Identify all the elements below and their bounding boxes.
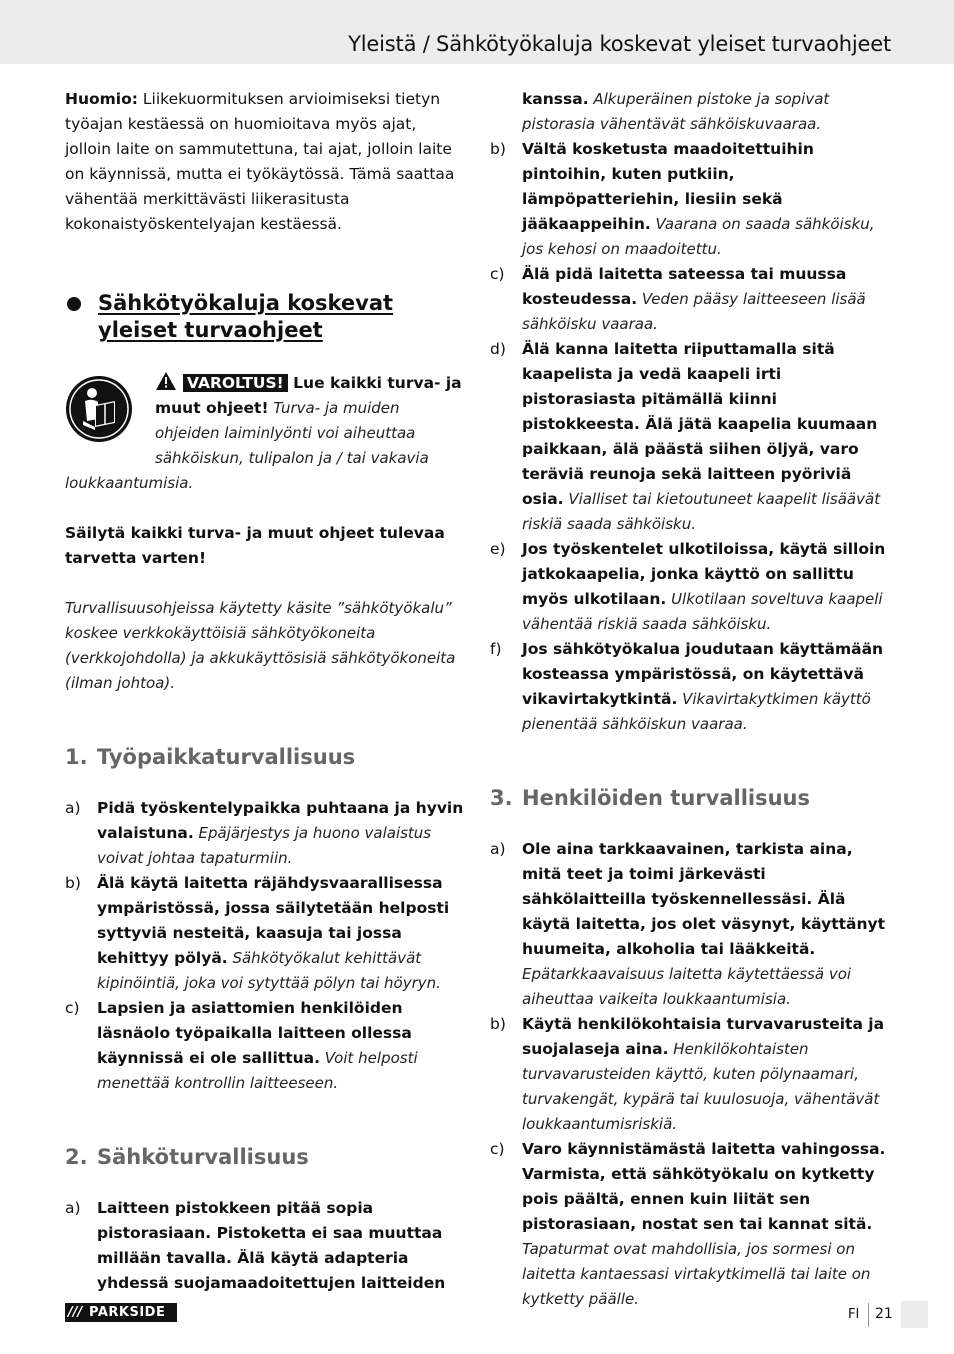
section-3-title: Henkilöiden turvallisuus bbox=[522, 786, 810, 810]
section-3-number: 3. bbox=[490, 786, 513, 810]
warning-triangle-icon bbox=[155, 371, 177, 391]
list-item: a) Ole aina tarkkaavainen, tarkista aina, mitä teet ja toimi järkevästi sähkölaitteilla työskennellessäsi. Älä käytä laitetta, jos olet väsynyt, käyttänyt huumeita, alkoholia tai lääkkeitä. Epätarkkaavaisuus laitetta käytettäessä voi aiheuttaa vaikeita loukkaantumisia. bbox=[490, 840, 886, 1008]
list-item: a) Laitteen pistokkeen pitää sopia pistorasiaan. Pistoketta ei saa muuttaa millään tavalla. Älä käytä adapteria yhdessä suojamaadoitettujen laitteiden bbox=[65, 1199, 446, 1292]
list-item: c) Älä pidä laitetta sateessa tai muussa kosteudessa. Veden pääsy laitteeseen lisää sähköisku vaaraa. bbox=[490, 265, 866, 333]
list-item: e) Jos työskentelet ulkotiloissa, käytä silloin jatkokaapelia, jonka käyttö on sallittu myös ulkotilaan. Ulkotilaan soveltuva kaapeli vähentää riskiä saada sähköisku. bbox=[490, 540, 886, 633]
page-title: Yleistä / Sähkötyökaluja koskevat yleiset turvaohjeet bbox=[348, 32, 891, 56]
right-column bbox=[490, 87, 892, 1312]
section-title-text: Sähkötyökaluja koskevat yleiset turvaohjeet bbox=[98, 291, 394, 342]
logo-brand: PARKSIDE bbox=[89, 1305, 166, 1320]
warning-block bbox=[65, 371, 465, 496]
list-item-continued: kanssa. Alkuperäinen pistoke ja sopivat pistorasia vähentävät sähköiskuvaaraa. bbox=[522, 90, 830, 133]
section-1-number: 1. bbox=[65, 745, 88, 769]
list-item: a) Pidä työskentelypaikka puhtaana ja hyvin valaistuna. Epäjärjestys ja huono valaistus voivat johtaa tapaturmiin. bbox=[65, 799, 464, 867]
list-item: b) Älä käytä laitetta räjähdysvaarallisessa ympäristössä, jossa säilytetään helposti syttyviä nesteitä, kaasuja tai jossa kehittyy pölyä. Sähkötyökalut kehittävät kipinöintiä, joka voi sytyttää pölyn tai höyryn. bbox=[65, 874, 450, 992]
footer-divider bbox=[868, 1303, 869, 1327]
note-paragraph bbox=[65, 87, 465, 237]
section-title bbox=[65, 290, 465, 344]
list-item: c) Lapsien ja asiattomien henkilöiden läsnäolo työpaikalla laitteen ollessa käynnissä ei ole sallittua. Voit helposti menettää kontrollin laitteeseen. bbox=[65, 999, 418, 1092]
warning-bold: Lue kaikki turva- ja muut ohjeet! bbox=[155, 374, 462, 417]
list-item: b) Vältä kosketusta maadoitettuihin pintoihin, kuten putkiin, lämpöpatteriehin, liesiin sekä jääkaappeihin. Vaarana on saada sähköisku, jos kehosi on maadoitettu. bbox=[490, 140, 875, 258]
logo-stripes: /// bbox=[68, 1305, 83, 1320]
list-item: b) Käytä henkilökohtaisia turvavarusteita ja suojalaseja aina. Henkilökohtaisten turvavarusteiden käyttö, kuten pölynaamari, turvakengät, kypärä tai kuulosuoja, vähentävät loukkaantumisriskiä. bbox=[490, 1015, 885, 1133]
warning-badge: VAROLTUS! bbox=[183, 374, 288, 392]
page-tab-marker bbox=[901, 1301, 928, 1328]
section-1-heading bbox=[65, 744, 465, 771]
note-label: Huomio: bbox=[65, 90, 138, 108]
read-manual-icon bbox=[65, 375, 133, 443]
section-2-heading bbox=[65, 1144, 465, 1171]
left-column bbox=[65, 87, 465, 1296]
language-code: FI bbox=[848, 1307, 860, 1322]
list-item: f) Jos sähkötyökalua joudutaan käyttämään kosteassa ympäristössä, on käytettävä vikavirtakytkintä. Vikavirtakytkimen käyttö pienentää sähköiskun vaaraa. bbox=[490, 640, 884, 733]
bullet-icon bbox=[67, 297, 81, 311]
page-header bbox=[0, 0, 954, 64]
section-3-heading bbox=[490, 785, 892, 812]
list-item: d) Älä kanna laitetta riiputtamalla sitä kaapelista ja vedä kaapeli irti pistorasiasta pitämällä kiinni pistokkeesta. Älä jätä kaapelia kuumaan paikkaan, älä päästä siihen öljyä, varo teräviä reunoja sekä laitteen pyöriviä osia. Vialliset tai kietoutuneet kaapelit lisäävät riskiä saada sähköisku. bbox=[490, 340, 881, 533]
parkside-logo bbox=[65, 1303, 177, 1322]
section-1-title: Työpaikkaturvallisuus bbox=[97, 745, 356, 769]
page-number: 21 bbox=[875, 1306, 893, 1322]
section-2-number: 2. bbox=[65, 1145, 88, 1169]
note-text: Liikekuormituksen arvioimiseksi tietyn työajan kestäessä on huomioitava myös ajat, jolloin laite on sammutettuna, tai ajat, jolloin laite on käynnissä, mutta ei työkäytössä. Tämä saattaa vähentää merkittävästi liikerasitusta kokonaistyöskentelyajan kestäessä. bbox=[65, 90, 455, 233]
keep-instructions: Säilytä kaikki turva- ja muut ohjeet tulevaa tarvetta varten! bbox=[65, 524, 445, 567]
section-2-title: Sähköturvallisuus bbox=[97, 1145, 309, 1169]
definition-text: Turvallisuusohjeissa käytetty käsite ”sähkötyökalu” koskee verkkokäyttöisiä sähkötyökoneita (verkkojohdolla) ja akkukäyttösisiä sähkötyökoneita (ilman johtoa). bbox=[65, 599, 456, 692]
warning-italic: Turva- ja muiden ohjeiden laiminlyönti voi aiheuttaa sähköiskun, tulipalon ja / tai vakavia loukkaantumisia. bbox=[65, 399, 429, 492]
list-item: c) Varo käynnistämästä laitetta vahingossa. Varmista, että sähkötyökalu on kytketty pois päältä, ennen kuin liität sen pistorasiaan, nostat sen tai kannat sitä. Tapaturmat ovat mahdollisia, jos sormesi on laitetta kantaessasi virtakytkimellä tai laite on kytketty päälle. bbox=[490, 1140, 886, 1308]
